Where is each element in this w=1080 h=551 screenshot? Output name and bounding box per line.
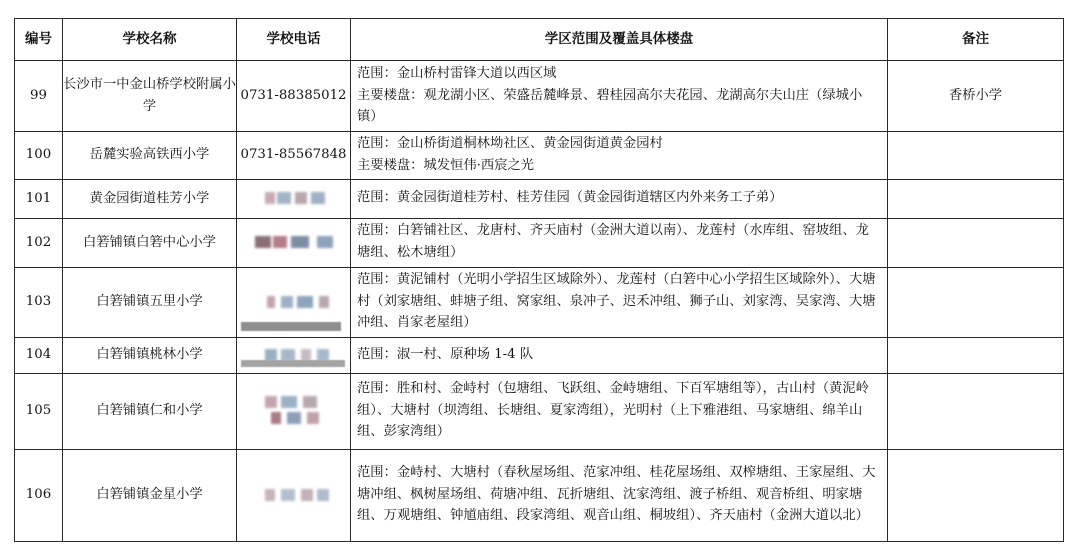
row-no: 103 <box>15 267 63 337</box>
row-no: 101 <box>15 179 63 218</box>
school-name: 长沙市一中金山桥学校附属小学 <box>63 61 237 132</box>
table-row <box>15 337 1064 373</box>
district-range <box>351 61 888 132</box>
note: 香桥小学 <box>888 61 1064 132</box>
row-no: 100 <box>15 132 63 180</box>
school-phone: 0731-85567848 <box>237 132 351 180</box>
header-row <box>15 19 1064 61</box>
school-name: 白箬铺镇金星小学 <box>63 449 237 541</box>
note <box>888 337 1064 373</box>
redaction-band <box>241 360 345 367</box>
note <box>888 267 1064 337</box>
note <box>888 449 1064 541</box>
range-line: 范围：白箬铺社区、龙唐村、齐天庙村（金洲大道以南）、龙莲村（水库组、窑坡组、龙塘组、松木塘组） <box>357 223 869 261</box>
district-range <box>351 267 888 337</box>
range-line: 主要楼盘：观龙湖小区、荣盛岳麓峰景、碧桂园高尔夫花园、龙湖高尔夫山庄（绿城小镇） <box>357 87 863 125</box>
school-name: 白箬铺镇白箬中心小学 <box>63 218 237 267</box>
note <box>888 218 1064 267</box>
range-line: 范围：金山桥村雷锋大道以西区域 <box>357 65 557 81</box>
school-name: 岳麓实验高铁西小学 <box>63 132 237 180</box>
table-row <box>15 373 1064 449</box>
range-line: 范围：淑一村、原种场 1-4 队 <box>357 346 534 362</box>
row-no: 99 <box>15 61 63 132</box>
table-row <box>15 267 1064 337</box>
redacted-phone <box>251 489 337 501</box>
school-name: 白箬铺镇仁和小学 <box>63 373 237 449</box>
header-district-range: 学区范围及覆盖具体楼盘 <box>351 19 888 61</box>
table-row <box>15 61 1064 132</box>
header-note: 备注 <box>888 19 1064 61</box>
district-range <box>351 449 888 541</box>
district-range <box>351 132 888 180</box>
row-no: 102 <box>15 218 63 267</box>
school-phone-redacted <box>237 373 351 449</box>
school-name: 黄金园街道桂芳小学 <box>63 179 237 218</box>
school-name: 白箬铺镇桃林小学 <box>63 337 237 373</box>
range-line: 范围：金峙村、大塘村（春秋屋场组、范家冲组、桂花屋场组、双榨塘组、王家屋组、大塘冲组、枫树屋场组、荷塘冲组、瓦折塘组、沈家湾组、渡子桥组、观音桥组、明家塘组、万观塘组、钟馗庙组、段家湾组、观音山组、桐坡组）、齐天庙村（金洲大道以北） <box>357 464 876 524</box>
district-range <box>351 373 888 449</box>
range-line: 范围：金山桥街道桐林坳社区、黄金园街道黄金园村 <box>357 136 663 151</box>
district-range <box>351 218 888 267</box>
school-district-table <box>14 18 1064 542</box>
table-row <box>15 132 1064 180</box>
school-phone-redacted <box>237 449 351 541</box>
school-phone-redacted <box>237 218 351 267</box>
redacted-phone <box>251 192 337 204</box>
header-school-name: 学校名称 <box>63 19 237 61</box>
redacted-phone <box>251 296 337 308</box>
table-row <box>15 179 1064 218</box>
range-line: 范围：黄金园街道桂芳村、桂芳佳园（黄金园街道辖区内外来务工子弟） <box>357 190 783 206</box>
header-school-phone: 学校电话 <box>237 19 351 61</box>
school-phone: 0731-88385012 <box>237 61 351 132</box>
district-range <box>351 337 888 373</box>
redaction-band <box>241 322 341 331</box>
school-phone-redacted <box>237 337 351 373</box>
redacted-phone <box>251 349 337 361</box>
range-line: 范围：胜和村、金峙村（包塘组、飞跃组、金峙塘组、下百军塘组等），古山村（黄泥岭组）、大塘村（坝湾组、长塘组、夏家湾组），光明村（上下雅港组、马家塘组、绵羊山组、彭家湾组） <box>357 380 869 440</box>
range-line: 主要楼盘：城发恒伟·西宸之光 <box>357 157 535 173</box>
school-phone-redacted <box>237 179 351 218</box>
note <box>888 373 1064 449</box>
row-no: 104 <box>15 337 63 373</box>
row-no: 106 <box>15 449 63 541</box>
table-row <box>15 449 1064 541</box>
row-no: 105 <box>15 373 63 449</box>
header-no: 编号 <box>15 19 63 61</box>
table-row <box>15 218 1064 267</box>
redacted-phone <box>251 236 337 248</box>
note <box>888 179 1064 218</box>
redacted-phone <box>251 396 337 426</box>
range-line: 范围：黄泥铺村（光明小学招生区域除外）、龙莲村（白箬中心小学招生区域除外）、大塘村（刘家塘组、蚌塘子组、窝家组、泉冲子、迟禾冲组、狮子山、刘家湾、吴家湾、大塘冲组、肖家老屋组） <box>357 271 876 331</box>
district-range <box>351 179 888 218</box>
school-name: 白箬铺镇五里小学 <box>63 267 237 337</box>
note <box>888 132 1064 180</box>
